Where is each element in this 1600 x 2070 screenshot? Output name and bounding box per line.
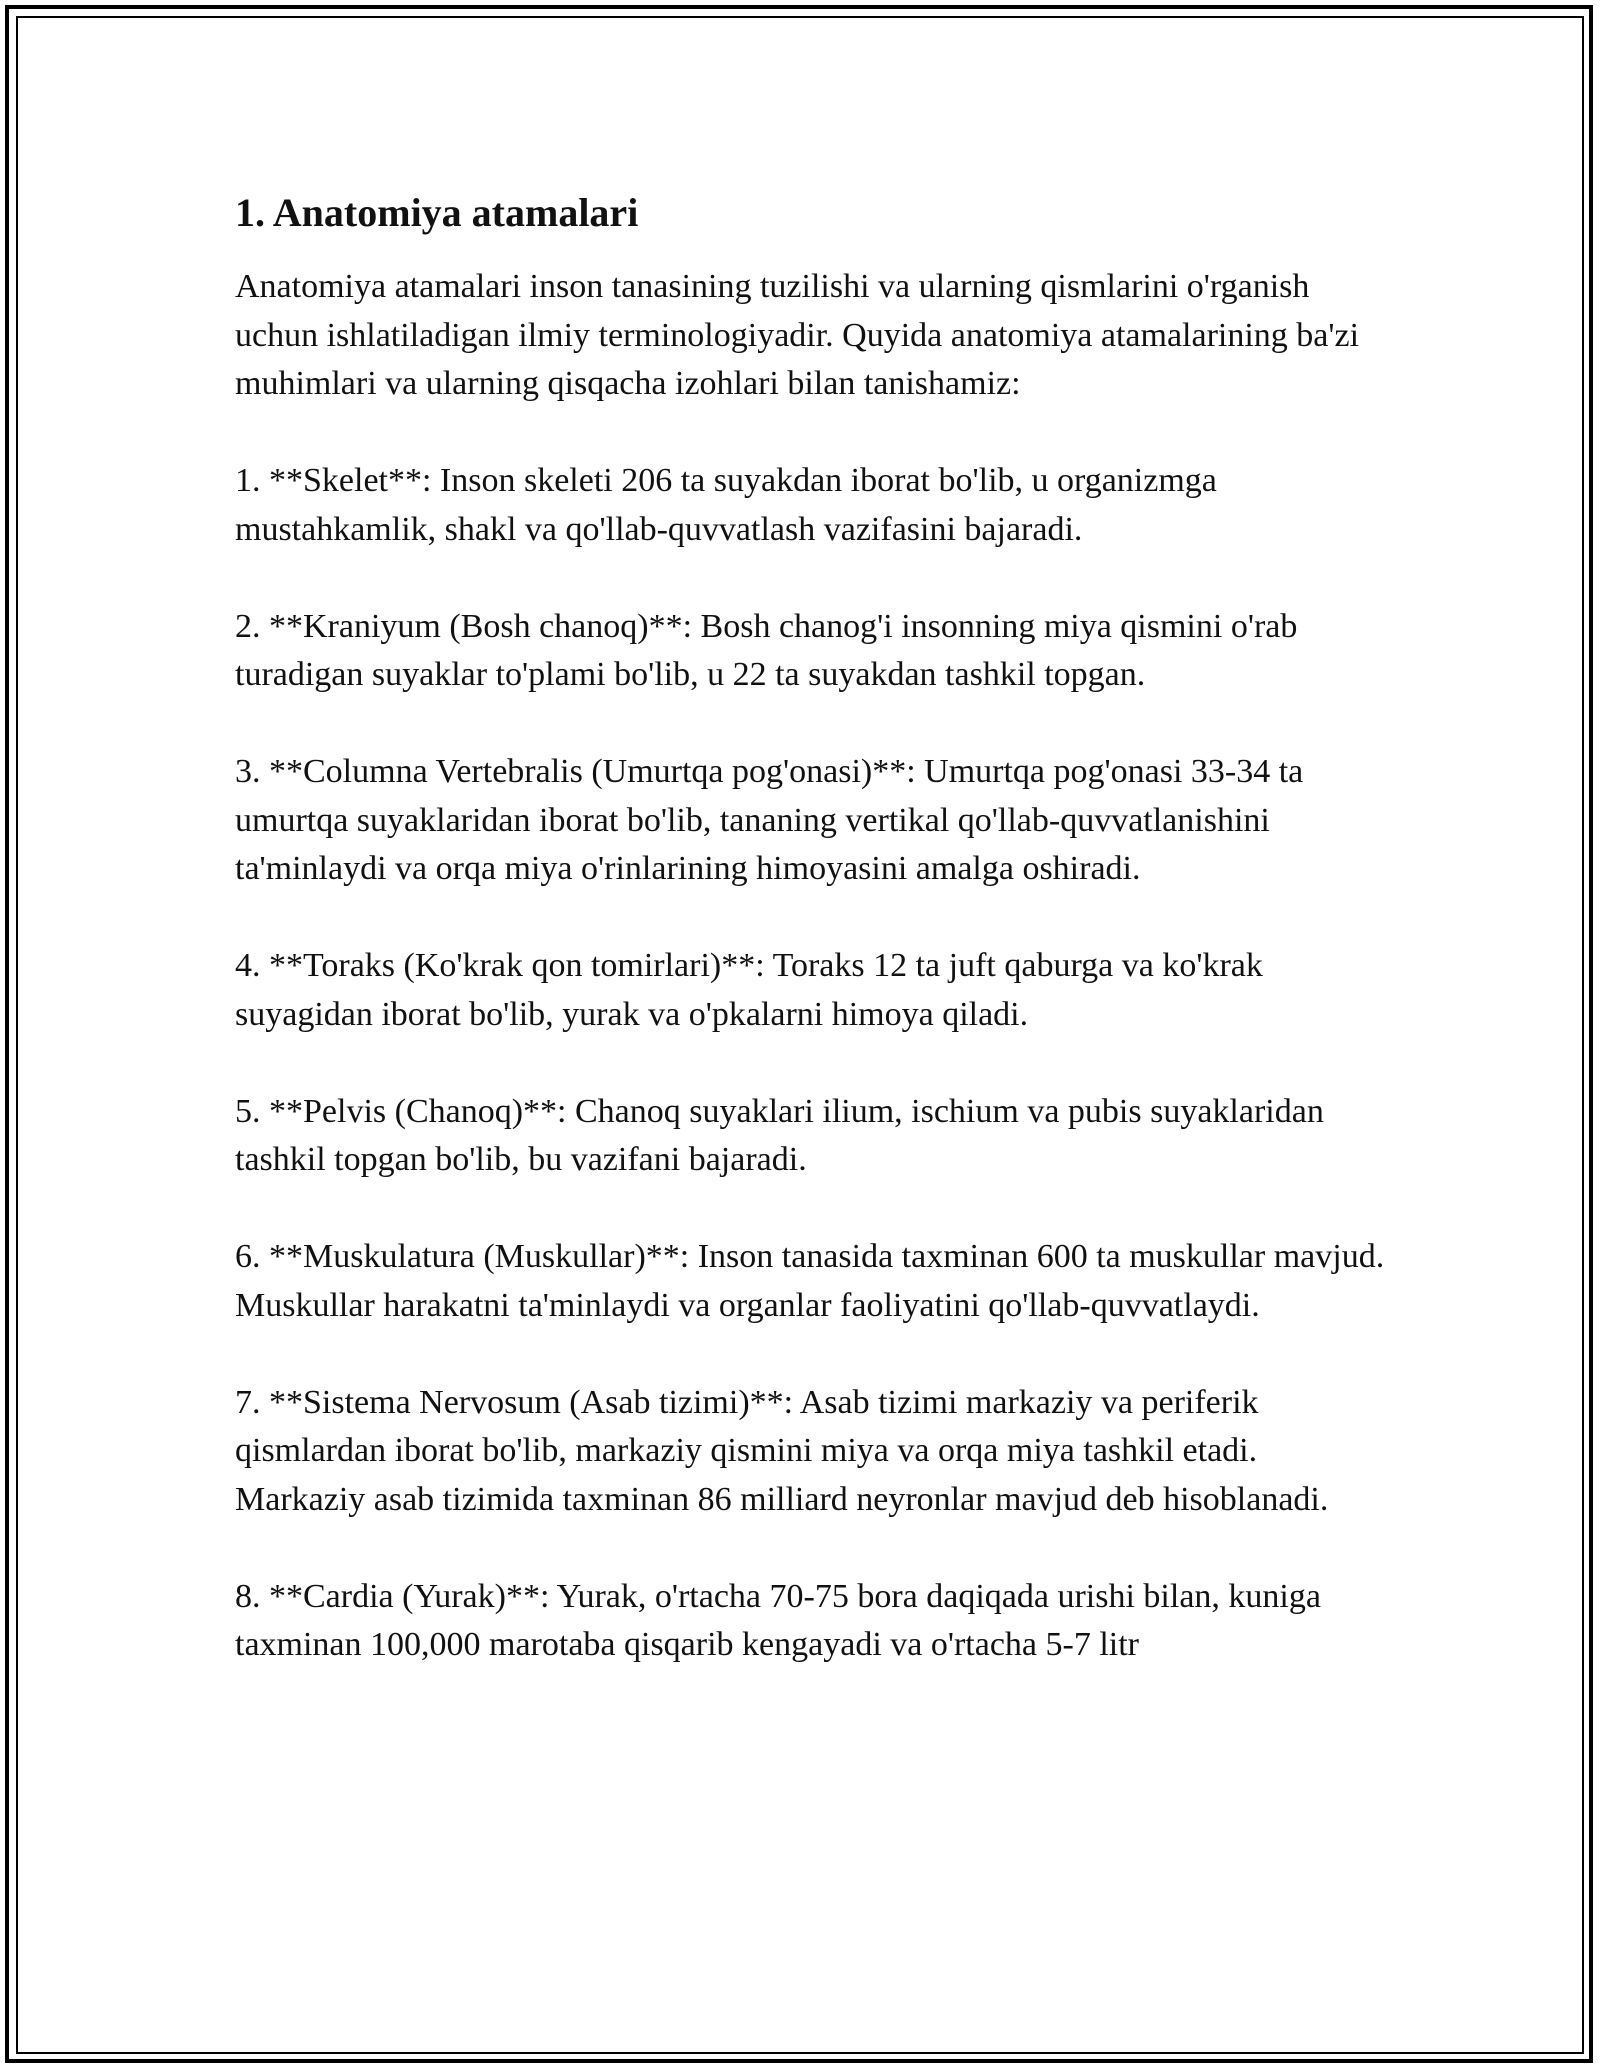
list-item-sistema-nervosum: 7. **Sistema Nervosum (Asab tizimi)**: Asab tizimi markaziy va periferik qismlardan iborat bo'lib, markaziy qismini miya va orqa miya tashkil etadi. Markaziy asab tizimida taxminan 86 milliard neyronlar mavjud deb hisoblanadi.	[235, 1383, 1329, 1518]
list-item-skelet: 1. **Skelet**: Inson skeleti 206 ta suyakdan iborat bo'lib, u organizmga mustahkamlik, shakl va qo'llab-quvvatlash vazifasini bajaradi.	[235, 462, 1217, 548]
list-item-columna-vertebralis: 3. **Columna Vertebralis (Umurtqa pog'onasi)**: Umurtqa pog'onasi 33-34 ta umurtqa suyaklaridan iborat bo'lib, tananing vertikal qo'llab-quvvatlanishini ta'minlaydi va orqa miya o'rinlarining himoyasini amalga oshiradi.	[235, 753, 1304, 887]
section-heading: 1. Anatomiya atamalari	[235, 190, 639, 235]
list-item-cardia: 8. **Cardia (Yurak)**: Yurak, o'rtacha 70-75 bora daqiqada urishi bilan, kuniga taxminan 100,000 marotaba qisqarib kengayadi va o'rtacha 5-7 litr	[235, 1577, 1321, 1663]
document-body	[235, 185, 1385, 1718]
list-item-kraniyum: 2. **Kraniyum (Bosh chanoq)**: Bosh chanog'i insonning miya qismini o'rab turadigan suyaklar to'plami bo'lib, u 22 ta suyakdan tashkil topgan.	[235, 607, 1298, 693]
list-item-muskulatura: 6. **Muskulatura (Muskullar)**: Inson tanasida taxminan 600 ta muskullar mavjud. Muskullar harakatni ta'minlaydi va organlar faoliyatini qo'llab-quvvatlaydi.	[235, 1238, 1385, 1324]
list-item-toraks: 4. **Toraks (Ko'krak qon tomirlari)**: Toraks 12 ta juft qaburga va ko'krak suyagidan iborat bo'lib, yurak va o'pkalarni himoya qiladi.	[235, 947, 1263, 1033]
list-item-pelvis: 5. **Pelvis (Chanoq)**: Chanoq suyaklari ilium, ischium va pubis suyaklaridan tashkil topgan bo'lib, bu vazifani bajaradi.	[235, 1092, 1324, 1178]
intro-paragraph: Anatomiya atamalari inson tanasining tuzilishi va ularning qismlarini o'rganish uchun ishlatiladigan ilmiy terminologiyadir. Quyida anatomiya atamalarining ba'zi muhimlari va ularning qisqacha izohlari bilan tanishamiz:	[235, 268, 1360, 402]
